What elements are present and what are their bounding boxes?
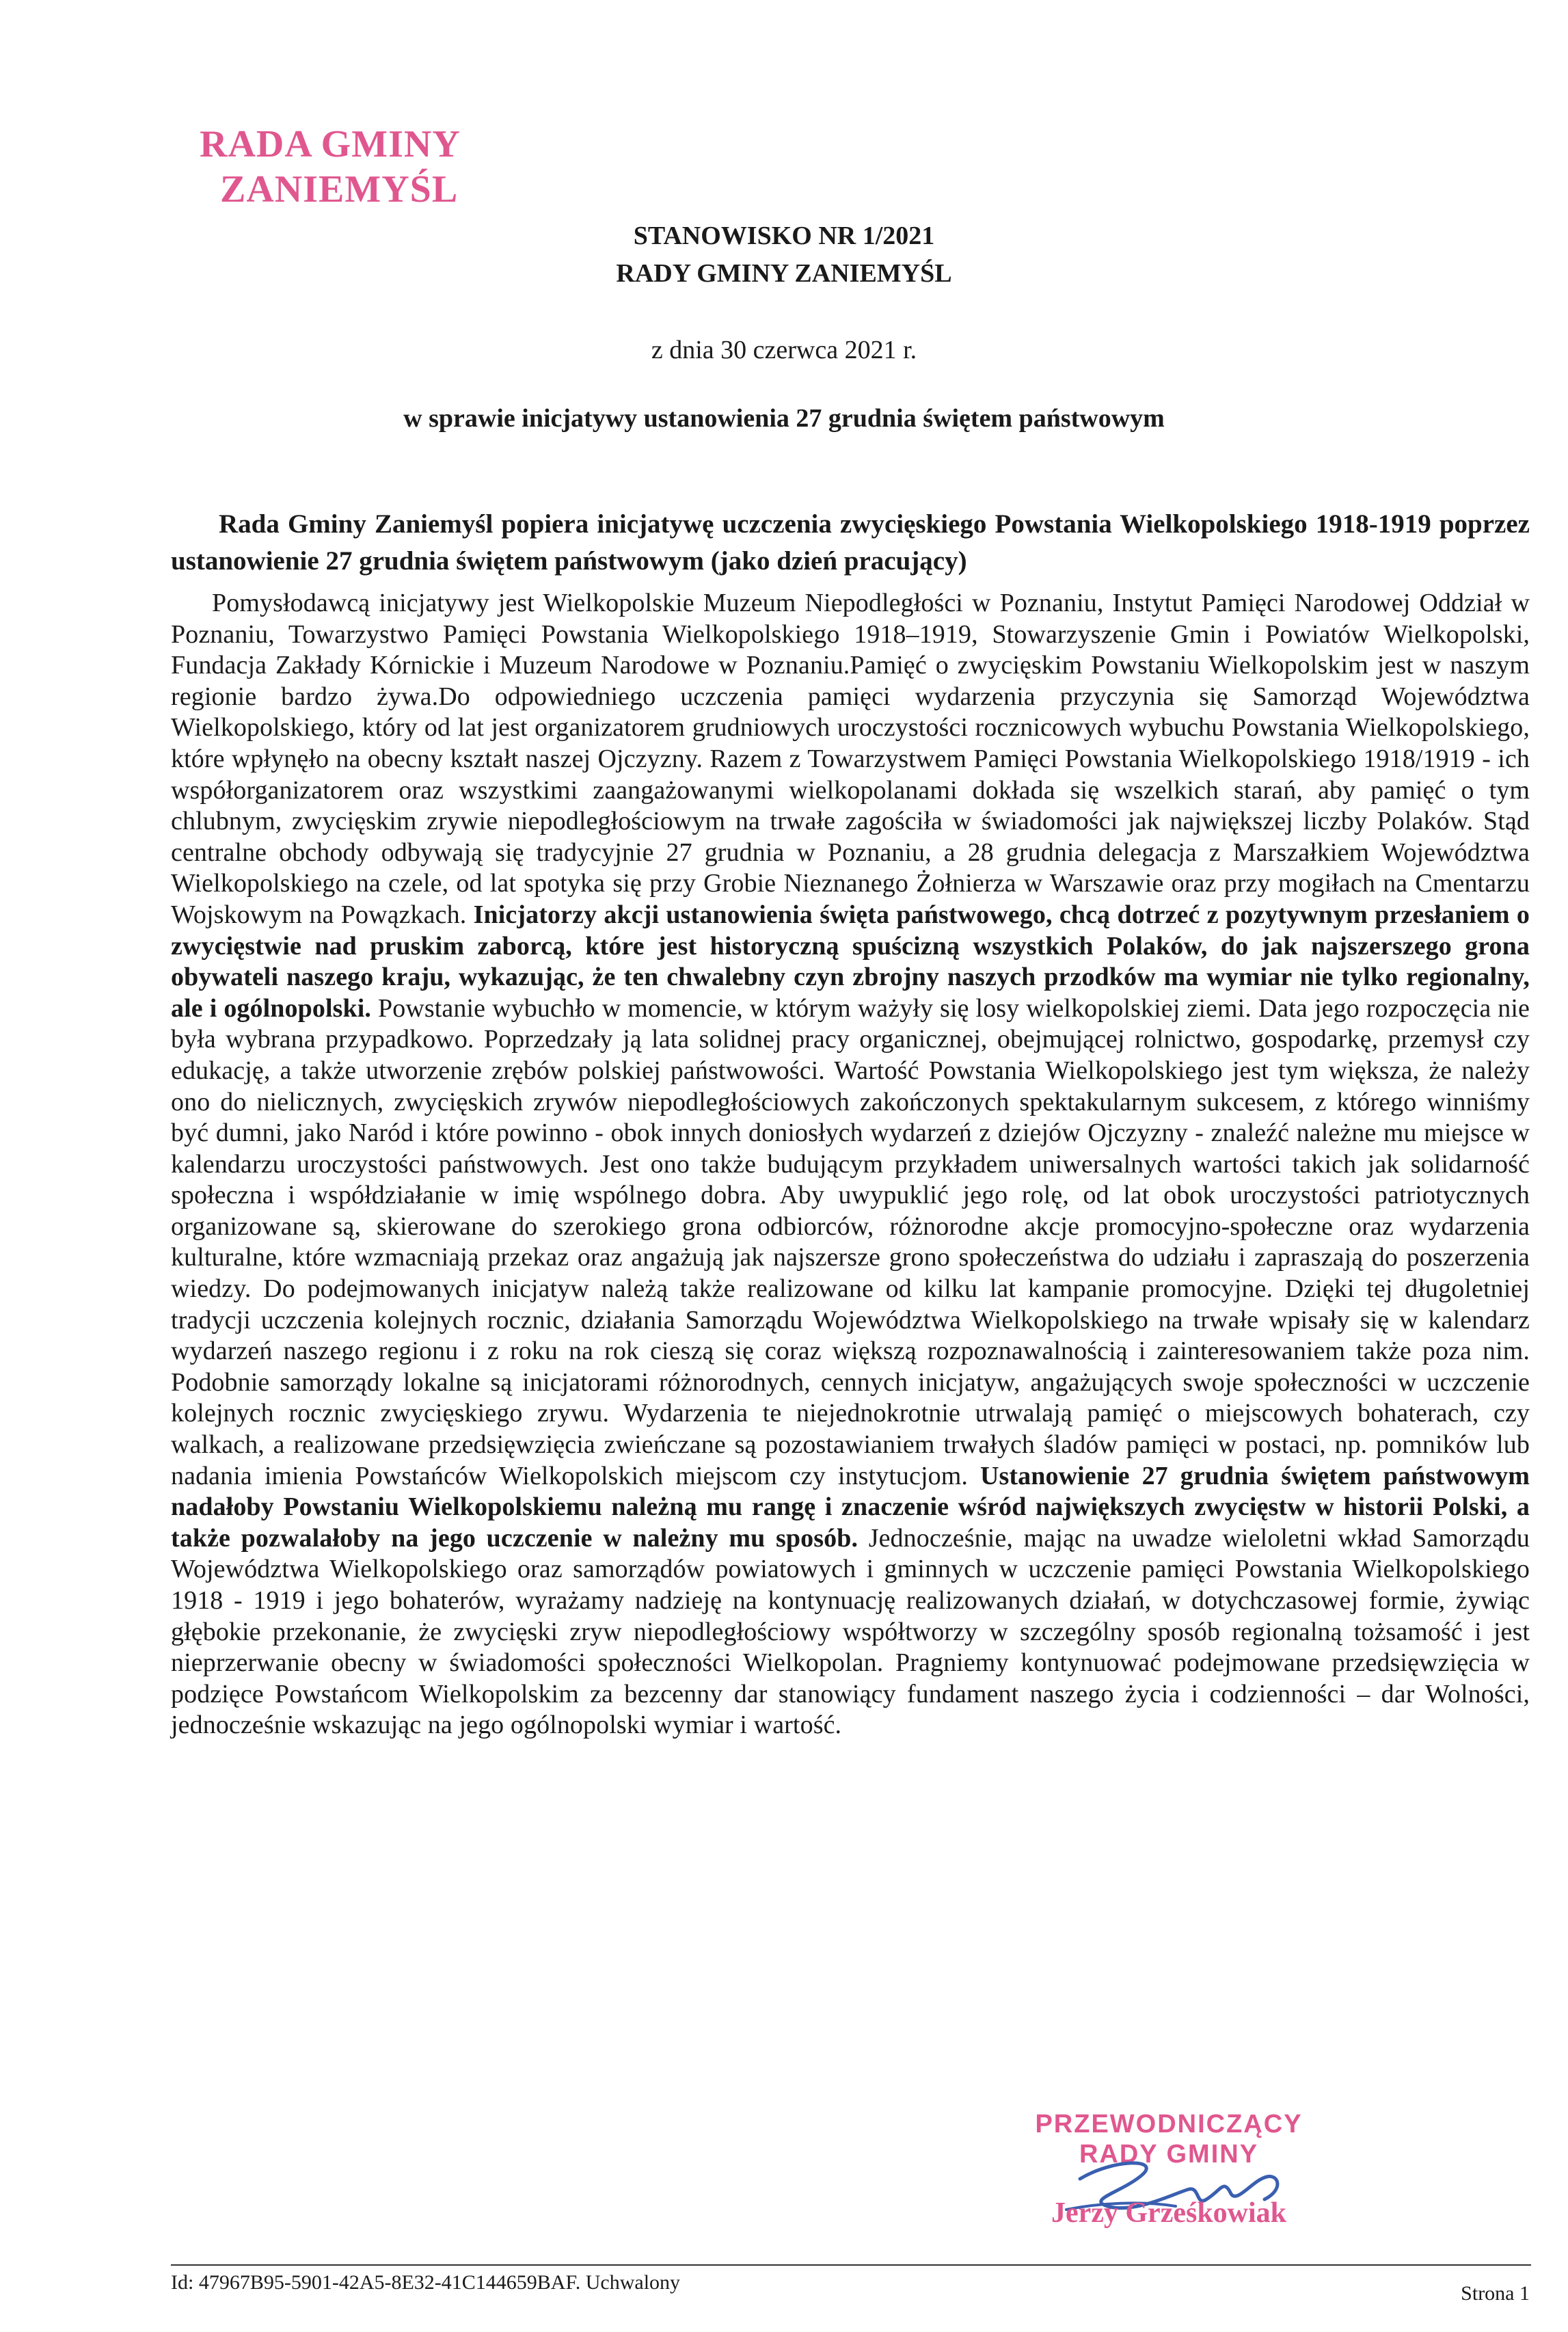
signature-title-line-1: PRZEWODNICZĄCY <box>1035 2110 1303 2139</box>
footer-divider <box>171 2264 1531 2266</box>
document-id: Id: 47967B95-5901-42A5-8E32-41C144659BAF. Uchwalony <box>171 2271 681 2294</box>
document-date: z dnia 30 czerwca 2021 r. <box>651 336 917 364</box>
body-text-part-1: Pomysłodawcą inicjatywy jest Wielkopolskie Muzeum Niepodległości w Poznaniu, Instytut Pamięci Narodowej Oddział w Poznaniu, Towarzystwo Pamięci Powstania Wielkopolskiego 1918–1919, Stowarzyszenie Gmin i Powiatów Wielkopolski, Fundacja Zakłady Kórnickie i Muzeum Narodowe w Poznaniu.Pamięć o zwycięskim Powstaniu Wielkopolskim jest w naszym regionie bardzo żywa.Do odpowiedniego uczczenia pamięci wydarzenia przyczynia się Samorząd Województwa Wielkopolskiego, który od lat jest organizatorem grudniowych uroczystości rocznicowych wybuchu Powstania Wielkopolskiego, które wpłynęło na obecny kształt naszej Ojczyzny. Razem z Towarzystwem Pamięci Powstania Wielkopolskiego 1918/1919 - ich współorganizatorem oraz wszystkimi zaangażowanymi wielkopolanami dokłada się wszelkich starań, aby pamięć o tym chlubnym, zwycięskim zrywie niepodległościowym na trwałe zagościła w świadomości jak największej liczby Polaków. Stąd centralne obchody odbywają się tradycyjnie 27 grudnia w Poznaniu, a 28 grudnia delegacja z Marszałkiem Województwa Wielkopolskiego na czele, od lat spotyka się przy Grobie Nieznanego Żołnierza w Warszawie oraz przy mogiłach na Cmentarzu Wojskowym na Powązkach. <box>171 589 1530 929</box>
page-number: Strona 1 <box>1461 2282 1530 2305</box>
chairman-name: Jerzy Grześkowiak <box>1051 2197 1287 2229</box>
body-text-part-3: Jednocześnie, mając na uwadze wieloletni wkład Samorządu Województwa Wielkopolskiego oraz samorządów powiatowych i gminnych w uczczenie pamięci Powstania Wielkopolskiego 1918 - 1919 i jego bohaterów, wyrażamy nadzieję na kontynuację realizowanych działań, w dotychczasowej formie, żywiąc głębokie przekonanie, że zwycięski zryw niepodległościowy współtworzy w szczególny sposób regionalną tożsamość i jest nieprzerwanie obecny w świadomości społeczności Wielkopolan. Pragniemy kontynuować podejmowane przedsięwzięcia w podzięce Powstańcom Wielkopolskim za bezcenny dar stanowiący fundament naszego życia i codzienności – dar Wolności, jednocześnie wskazując na jego ogólnopolski wymiar i wartość. <box>171 1523 1530 1740</box>
body-paragraph <box>171 588 1530 1741</box>
document-subject: w sprawie inicjatywy ustanowienia 27 grudnia świętem państwowym <box>403 404 1165 433</box>
body-bold-part-2: Ustanowienie 27 grudnia świętem państwowym nadałoby Powstaniu Wielkopolskiemu należną mu rangę i znaczenie wśród największych zwycięstw w historii Polski, a także pozwalałoby na jego uczczenie w należny mu sposób. <box>171 1461 1530 1553</box>
stamp-line-2: ZANIEMYŚL <box>220 168 459 211</box>
council-stamp <box>200 122 514 212</box>
signature-title-line-2: RADY GMINY <box>1079 2140 1259 2169</box>
body-text-part-2: Powstanie wybuchło w momencie, w którym ważyły się losy wielkopolskiej ziemi. Data jego rozpoczęcia nie była wybrana przypadkowo. Poprzedzały ją lata solidnej pracy organicznej, obejmującej rolnictwo, gospodarkę, przemysł czy edukację, a także utworzenie zrębów polskiej państwowości. Wartość Powstania Wielkopolskiego jest tym większa, że należy ono do nielicznych, zwycięskich zrywów niepodległościowych zakończonych spektakularnym sukcesem, z którego winniśmy być dumni, jako Naród i które powinno - obok innych doniosłych wydarzeń z dziejów Ojczyzny - znaleźć należne mu miejsce w kalendarzu uroczystości państwowych. Jest ono także budującym przykładem uniwersalnych wartości takich jak solidarność społeczna i współdziałanie w imię wspólnego dobra. Aby uwypuklić jego rolę, od lat obok uroczystości patriotycznych organizowane są, skierowane do szerokiego grona odbiorców, różnorodne akcje promocyjno-społeczne oraz wydarzenia kulturalne, które wzmacniają przekaz oraz angażują jak najszersze grono społeczeństwa do udziału i zapraszają do poszerzenia wiedzy. Do podejmowanych inicjatyw należą także realizowane od kilku lat kampanie promocyjne. Dzięki tej długoletniej tradycji uczczenia kolejnych rocznic, działania Samorządu Województwa Wielkopolskiego na trwałe wpisały się w kalendarz wydarzeń naszego regionu i z roku na rok cieszą się coraz większą rozpoznawalnością i zainteresowaniem także poza nim. Podobnie samorządy lokalne są inicjatorami różnorodnych, cennych inicjatyw, angażujących swoje społeczności w uczczenie kolejnych rocznic zwycięskiego zrywu. Wydarzenia te niejednokrotnie utrwalają pamięć o miejscowych bohaterach, czy walkach, a realizowane przedsięwzięcia zwieńczane są pozostawianiem trwałych śladów pamięci w postaci, np. pomników lub nadania imienia Powstańców Wielkopolskich miejscom czy instytucjom. <box>171 993 1530 1490</box>
document-title: STANOWISKO NR 1/2021 <box>633 222 935 250</box>
document-issuer: RADY GMINY ZANIEMYŚL <box>616 259 952 288</box>
chairman-signature-stamp <box>957 2109 1381 2246</box>
body-bold-part-1: Inicjatorzy akcji ustanowienia święta państwowego, chcą dotrzeć z pozytywnym przesłaniem o zwycięstwie nad pruskim zaborcą, które jest historyczną spuścizną wszystkich Polaków, do jak najszerszego grona obywateli naszego kraju, wykazując, że ten chwalebny czyn zbrojny naszych przodków ma wymiar nie tylko regionalny, ale i ogólnopolski. <box>171 900 1530 1023</box>
lead-statement: Rada Gminy Zaniemyśl popiera inicjatywę uczczenia zwycięskiego Powstania Wielkopolskiego 1918-1919 poprzez ustanowienie 27 grudnia świętem państwowym (jako dzień pracujący) <box>171 509 1530 576</box>
stamp-line-1: RADA GMINY <box>200 123 461 165</box>
